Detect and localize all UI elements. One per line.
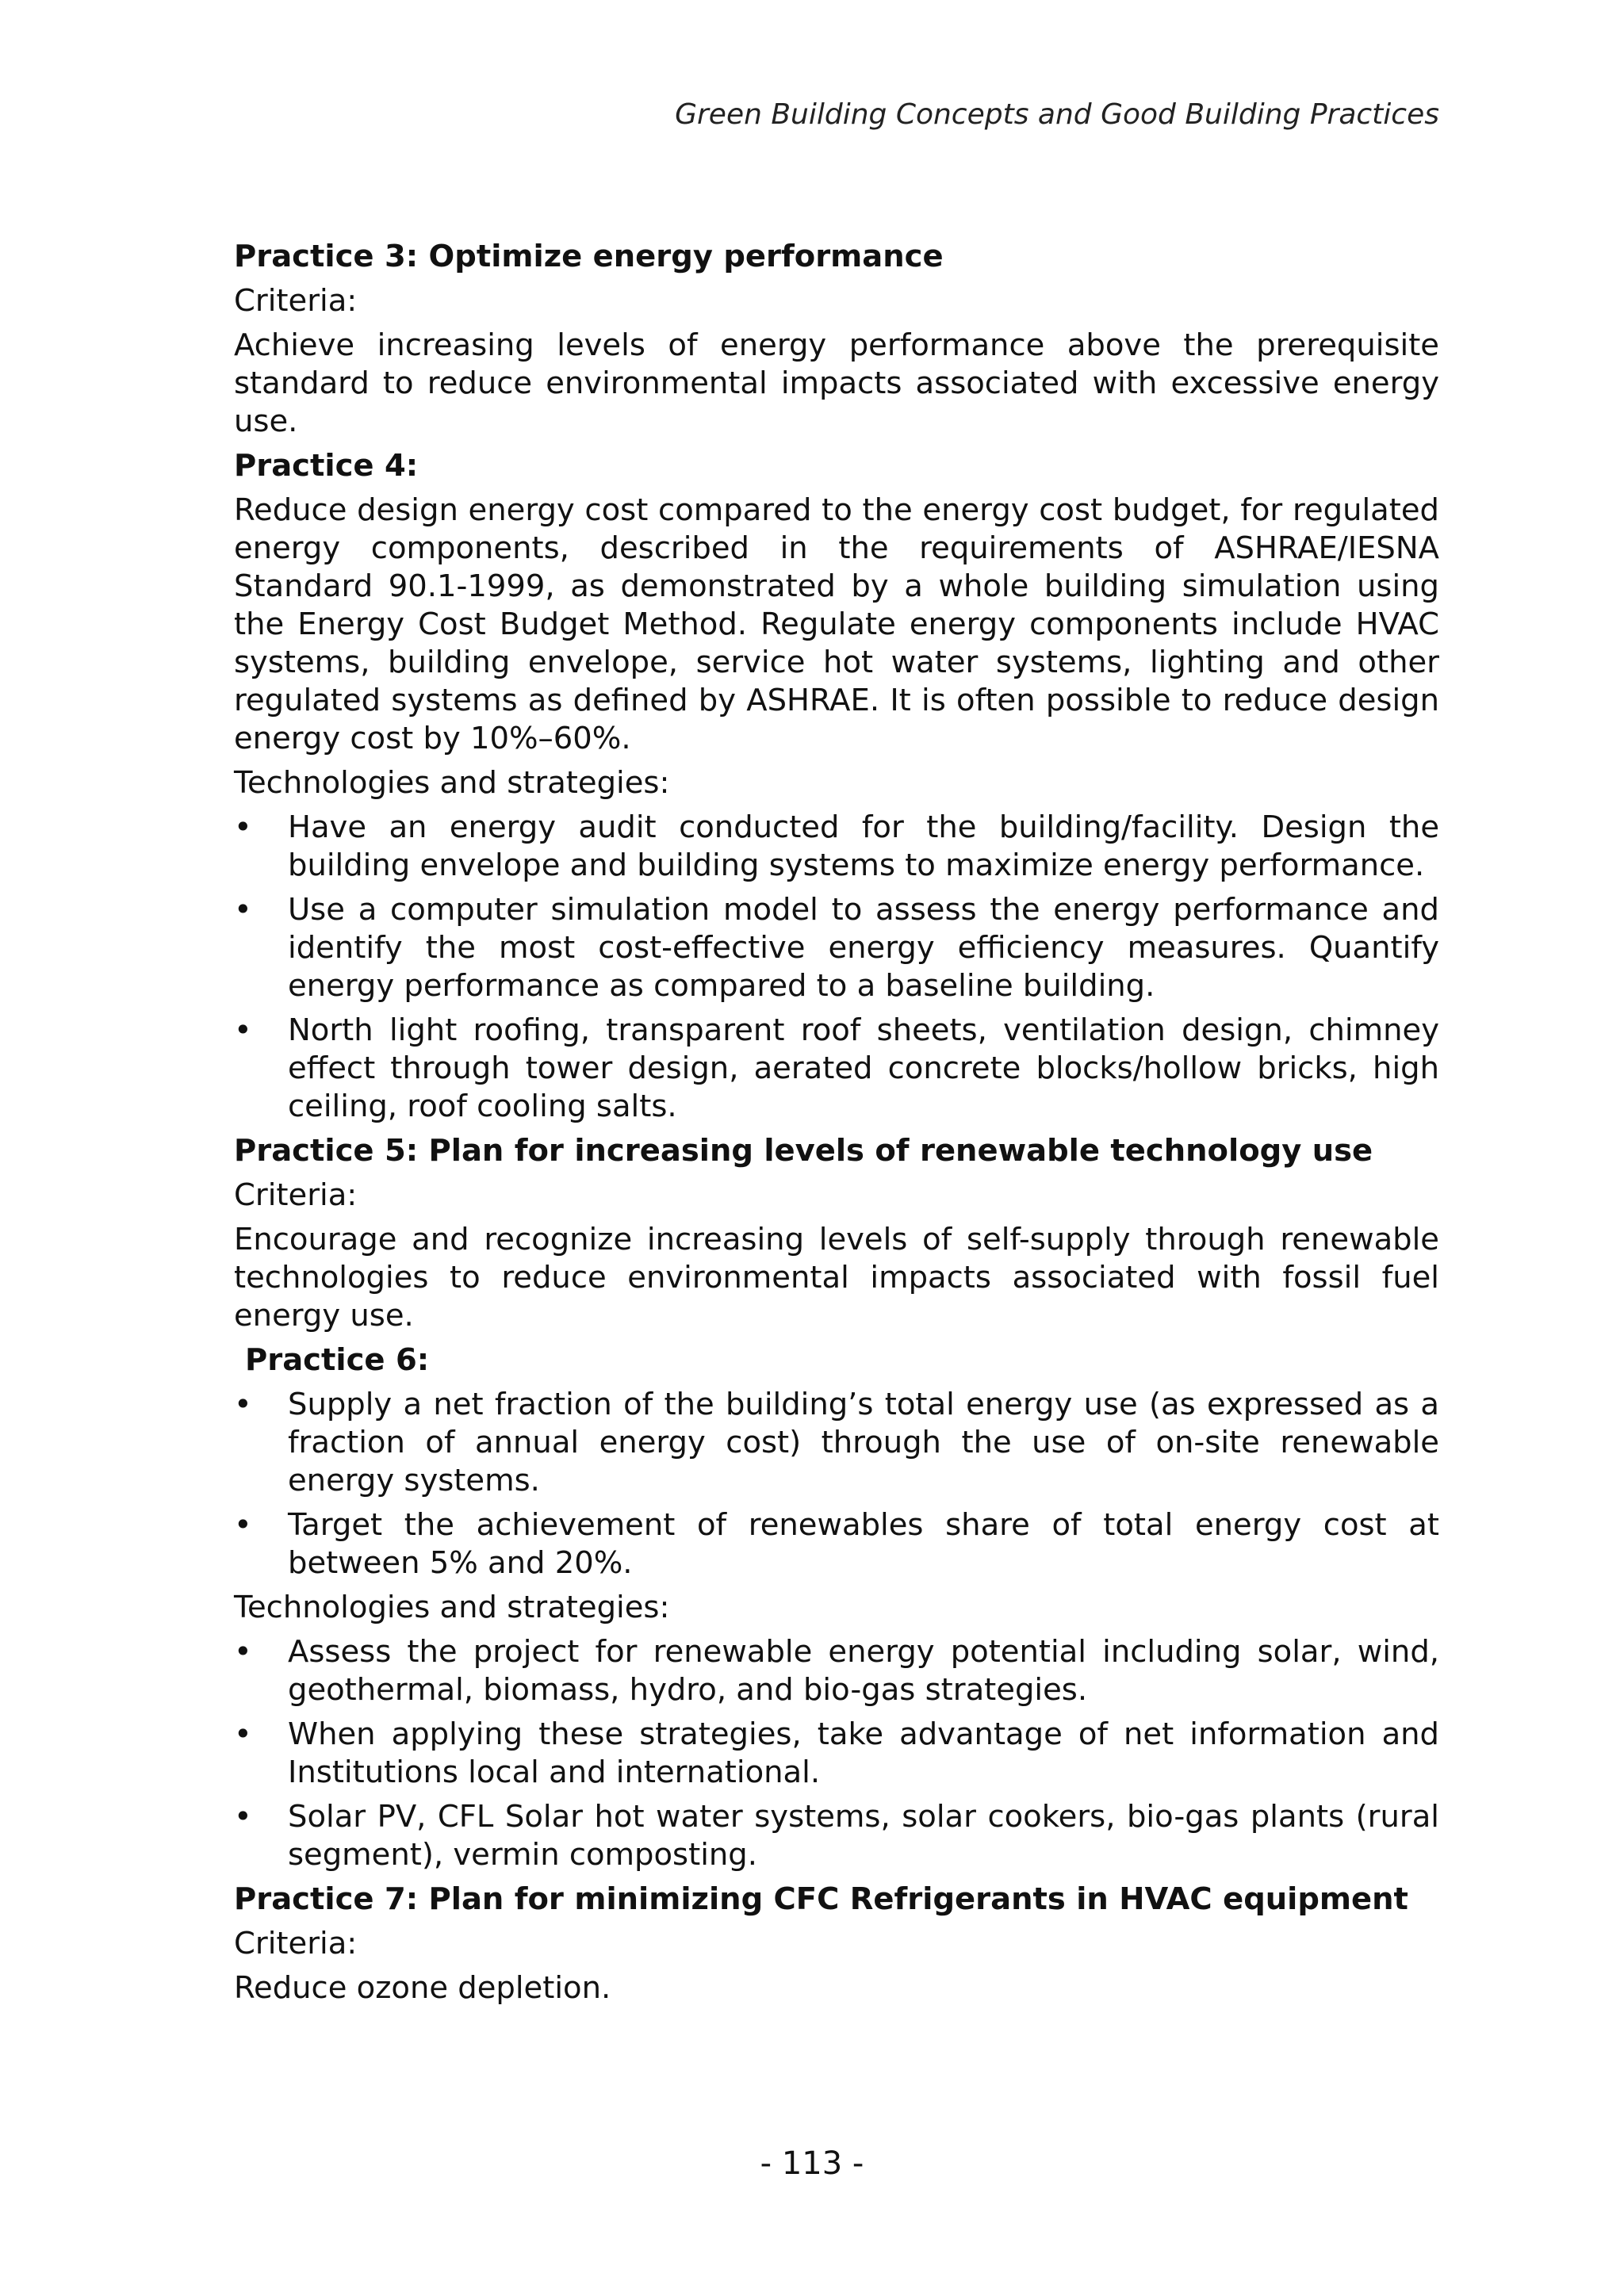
bullet-icon: • <box>234 809 252 845</box>
bullet-icon: • <box>234 1634 252 1670</box>
practice-5-heading: Practice 5: Plan for increasing levels of renewable technology use <box>234 1133 1373 1169</box>
list-item-text: Solar PV, CFL Solar hot water systems, solar cookers, bio-gas plants (rural segment), vermin composting. <box>288 1799 1439 1873</box>
bullet-icon: • <box>234 1507 252 1543</box>
list-item-text: Use a computer simulation model to assess the energy performance and identify the most cost-effective energy efficiency measures. Quantify energy performance as compared to a baseline building. <box>288 892 1439 1004</box>
list-item <box>234 1386 1439 1500</box>
practice-6-tech-label: Technologies and strategies: <box>234 1590 670 1625</box>
list-item <box>234 1716 1439 1792</box>
bullet-icon: • <box>234 1716 252 1752</box>
practice-4-tech-label: Technologies and strategies: <box>234 765 670 801</box>
bullet-icon: • <box>234 1799 252 1835</box>
bullet-icon: • <box>234 1387 252 1422</box>
practice-6-heading: Practice 6: <box>245 1342 430 1378</box>
bullet-icon: • <box>234 1012 252 1048</box>
list-item <box>234 1798 1439 1874</box>
list-item <box>234 809 1439 885</box>
practice-7-criteria-label: Criteria: <box>234 1926 358 1961</box>
page-number: - 113 - <box>760 2145 864 2182</box>
page-content <box>234 238 1439 2014</box>
list-item <box>234 1012 1439 1126</box>
list-item-text: Target the achievement of renewables share of total energy cost at between 5% and 20%. <box>288 1507 1439 1581</box>
list-item-text: Assess the project for renewable energy potential including solar, wind, geothermal, biomass, hydro, and bio-gas strategies. <box>288 1634 1439 1708</box>
practice-3-criteria-label: Criteria: <box>234 283 358 319</box>
practice-4-bullet-list <box>234 809 1439 1126</box>
practice-5-criteria-label: Criteria: <box>234 1177 358 1213</box>
list-item-text: North light roofing, transparent roof sheets, ventilation design, chimney effect through tower design, aerated concrete blocks/hollow bricks, high ceiling, roof cooling salts. <box>288 1012 1439 1124</box>
list-item-text: Supply a net fraction of the building’s total energy use (as expressed as a fraction of annual energy cost) through the use of on-site renewable energy systems. <box>288 1387 1439 1498</box>
practice-5-criteria-text: Encourage and recognize increasing levels of self-supply through renewable technologies to reduce environmental impacts associated with fossil fuel energy use. <box>234 1222 1439 1334</box>
practice-6-bullet-list <box>234 1386 1439 1582</box>
list-item <box>234 1633 1439 1709</box>
running-header: Green Building Concepts and Good Building Practices <box>675 98 1439 131</box>
practice-7-criteria-text: Reduce ozone depletion. <box>234 1970 611 2006</box>
bullet-icon: • <box>234 892 252 928</box>
practice-3-heading: Practice 3: Optimize energy performance <box>234 239 944 274</box>
list-item-text: When applying these strategies, take advantage of net information and Institutions local and international. <box>288 1716 1439 1790</box>
practice-3-criteria-text: Achieve increasing levels of energy performance above the prerequisite standard to reduce environmental impacts associated with excessive energy use. <box>234 327 1439 439</box>
practice-7-heading: Practice 7: Plan for minimizing CFC Refrigerants in HVAC equipment <box>234 1881 1408 1917</box>
list-item-text: Have an energy audit conducted for the building/facility. Design the building envelope and building systems to maximize energy performance. <box>288 809 1439 883</box>
list-item <box>234 1506 1439 1582</box>
practice-4-heading: Practice 4: <box>234 448 419 484</box>
practice-4-body: Reduce design energy cost compared to the energy cost budget, for regulated energy components, described in the requirements of ASHRAE/IESNA Standard 90.1-1999, as demonstrated by a whole building simulation using the Energy Cost Budget Method. Regulate energy components include HVAC systems, building envelope, service hot water systems, lighting and other regulated systems as defined by ASHRAE. It is often possible to reduce design energy cost by 10%–60%. <box>234 492 1439 756</box>
list-item <box>234 891 1439 1005</box>
practice-6-tech-bullet-list <box>234 1633 1439 1874</box>
